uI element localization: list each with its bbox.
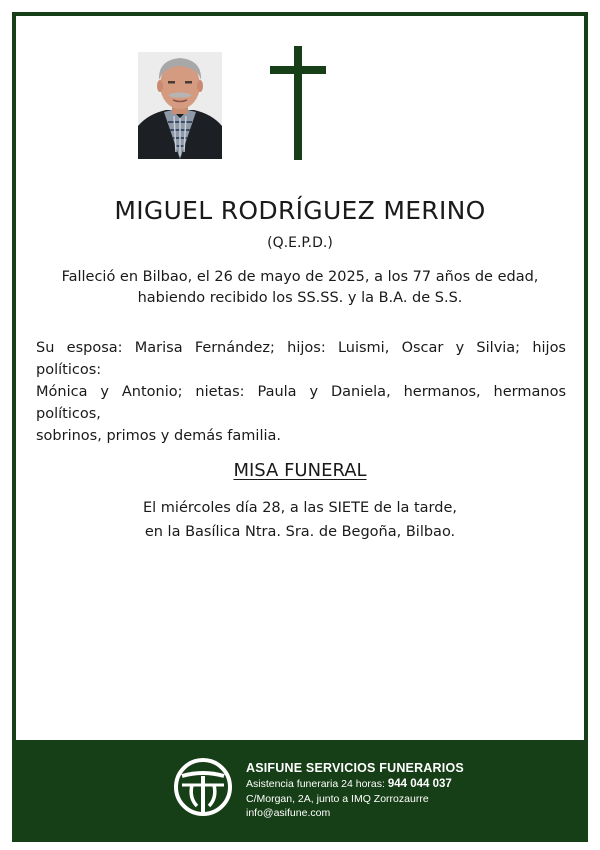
mass-details: [0, 496, 600, 544]
company-name: ASIFUNE SERVICIOS FUNERARIOS: [246, 761, 464, 775]
phone-number[interactable]: 944 044 037: [387, 778, 452, 790]
deceased-name: MIGUEL RODRÍGUEZ MERINO: [114, 196, 486, 225]
death-notice-line: habiendo recibido los SS.SS. y la B.A. de S.S.: [137, 290, 463, 306]
mass-detail-line: El miércoles día 28, a las SIETE de la tarde,: [143, 500, 457, 516]
phone-label: Asistencia funeraria 24 horas:: [246, 778, 385, 790]
cross-vertical-bar: [294, 46, 302, 160]
cross-horizontal-bar: [270, 66, 326, 74]
family-line: Su esposa: Marisa Fernández; hijos: Luismi, Oscar y Silvia; hijos políticos:: [36, 340, 566, 378]
family-line: Mónica y Antonio; nietas: Paula y Daniela, hermanos, hermanos políticos,: [36, 384, 566, 422]
footer-banner: [12, 740, 588, 838]
asifune-logo-icon: [172, 756, 234, 818]
latin-cross-icon: [270, 46, 326, 160]
death-notice-line: Falleció en Bilbao, el 26 de mayo de 2025, a los 77 años de edad,: [61, 269, 539, 285]
footer-contact: [246, 759, 464, 821]
family-list: [36, 337, 566, 447]
rip-abbreviation: (Q.E.P.D.): [267, 235, 333, 251]
portrait-photo: [138, 52, 222, 159]
mass-detail-line: en la Basílica Ntra. Sra. de Begoña, Bilbao.: [144, 524, 456, 540]
email-link[interactable]: info@asifune.com: [246, 807, 331, 819]
mass-title: MISA FUNERAL: [233, 460, 367, 481]
death-notice: [0, 267, 600, 309]
phone-line: [246, 777, 464, 792]
family-line: sobrinos, primos y demás familia.: [36, 428, 281, 444]
address-line: C/Morgan, 2A, junto a IMQ Zorrozaurre: [246, 792, 429, 805]
